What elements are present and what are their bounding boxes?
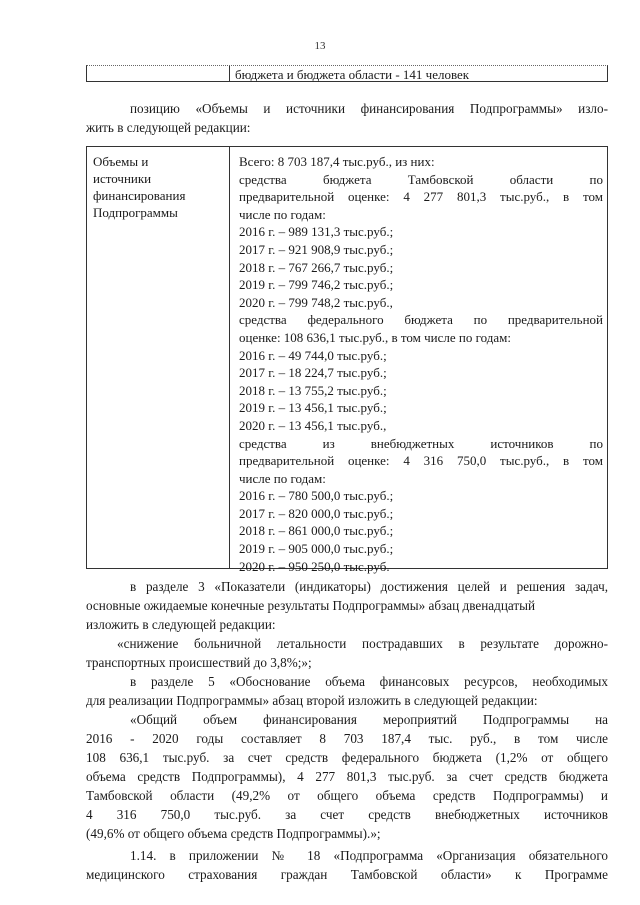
content-line: 2017 г. – 820 000,0 тыс.руб.; — [239, 505, 394, 521]
item114-line-2: медицинского страхования граждан Тамбовской области» к Программе — [86, 867, 608, 882]
content-line: 2019 г. – 799 746,2 тыс.руб.; — [239, 277, 394, 293]
top-table-fragment — [86, 65, 608, 82]
section3-line-1: в разделе 3 «Показатели (индикаторы) достижения целей и решения задач, — [130, 579, 608, 594]
label-line: Подпрограммы — [93, 205, 178, 220]
label-line: источники — [93, 171, 152, 186]
quote2-line-2: 2016 - 2020 годы составляет 8 703 187,4 тыс. руб., в том числе — [86, 731, 608, 746]
intro-line-2: жить в следующей редакции: — [86, 120, 251, 135]
financing-table-label — [93, 153, 185, 221]
content-line: средства федерального бюджета по предварительной — [239, 312, 603, 328]
content-line: 2018 г. – 767 266,7 тыс.руб.; — [239, 259, 394, 275]
content-line: 2016 г. – 780 500,0 тыс.руб.; — [239, 488, 394, 504]
quote2-line-3: 108 636,1 тыс.руб. за счет средств федерального бюджета (1,2% от общего — [86, 750, 608, 765]
content-line: 2018 г. – 13 755,2 тыс.руб.; — [239, 382, 387, 398]
content-line: 2020 г. – 950 250,0 тыс.руб. — [239, 558, 390, 574]
content-line: числе по годам: — [239, 470, 326, 486]
quote1-line-2: транспортных происшествий до 3,8%;»; — [86, 655, 312, 670]
table-column-divider — [229, 66, 230, 81]
table-row-text: бюджета и бюджета области - 141 человек — [235, 67, 470, 82]
content-line: 2016 г. – 49 744,0 тыс.руб.; — [239, 347, 387, 363]
quote2-line-1: «Общий объем финансирования мероприятий Подпрограммы на — [130, 712, 608, 727]
financing-table — [86, 146, 608, 574]
quote2-line-5: Тамбовской области (49,2% от общего объема средств Подпрограммы) и — [86, 788, 608, 803]
page-number: 13 — [314, 40, 326, 52]
content-line: предварительной оценке: 4 277 801,3 тыс.руб., в том — [239, 189, 603, 205]
quote2-line-7: (49,6% от общего объема средств Подпрограммы).»; — [86, 826, 381, 841]
content-line: 2016 г. – 989 131,3 тыс.руб.; — [239, 224, 394, 240]
content-line: 2020 г. – 13 456,1 тыс.руб., — [239, 417, 387, 433]
content-line: 2017 г. – 18 224,7 тыс.руб.; — [239, 365, 387, 381]
content-line: 2017 г. – 921 908,9 тыс.руб.; — [239, 241, 394, 257]
quote2-line-4: объема средств Подпрограммы), 4 277 801,3 тыс.руб. за счет средств бюджета — [86, 769, 608, 784]
label-line: финансирования — [93, 188, 186, 203]
quote1-line-1: «снижение больничной летальности пострадавших в результате дорожно- — [117, 636, 608, 651]
intro-line-1: позицию «Объемы и источники финансирования Подпрограммы» изло- — [130, 101, 608, 116]
section3-line-3: изложить в следующей редакции: — [86, 617, 276, 632]
content-line: Всего: 8 703 187,4 тыс.руб., из них: — [239, 154, 435, 169]
section5-line-2: для реализации Подпрограммы» абзац второй изложить в следующей редакции: — [86, 693, 538, 708]
table-column-divider — [229, 147, 230, 568]
content-line: 2020 г. – 799 748,2 тыс.руб., — [239, 294, 393, 310]
section3-line-2: основные ожидаемые конечные результаты Подпрограммы» абзац двенадцатый — [86, 598, 536, 613]
content-line: средства бюджета Тамбовской области по — [239, 171, 603, 187]
label-line: Объемы и — [93, 154, 149, 169]
content-line: 2019 г. – 13 456,1 тыс.руб.; — [239, 400, 387, 416]
content-line: предварительной оценке: 4 316 750,0 тыс.руб., в том — [239, 453, 603, 469]
content-line: 2018 г. – 861 000,0 тыс.руб.; — [239, 523, 394, 539]
content-line: числе по годам: — [239, 206, 326, 222]
content-line: средства из внебюджетных источников по — [239, 435, 603, 451]
content-line: оценке: 108 636,1 тыс.руб., в том числе по годам: — [239, 329, 511, 345]
item114-line-1: 1.14. в приложении № 18 «Подпрограмма «Организация обязательного — [130, 848, 608, 863]
quote2-line-6: 4 316 750,0 тыс.руб. за счет средств внебюджетных источников — [86, 807, 608, 822]
financing-table-content — [239, 153, 603, 575]
section5-line-1: в разделе 5 «Обоснование объема финансовых ресурсов, необходимых — [130, 674, 608, 689]
content-line: 2019 г. – 905 000,0 тыс.руб.; — [239, 541, 394, 557]
